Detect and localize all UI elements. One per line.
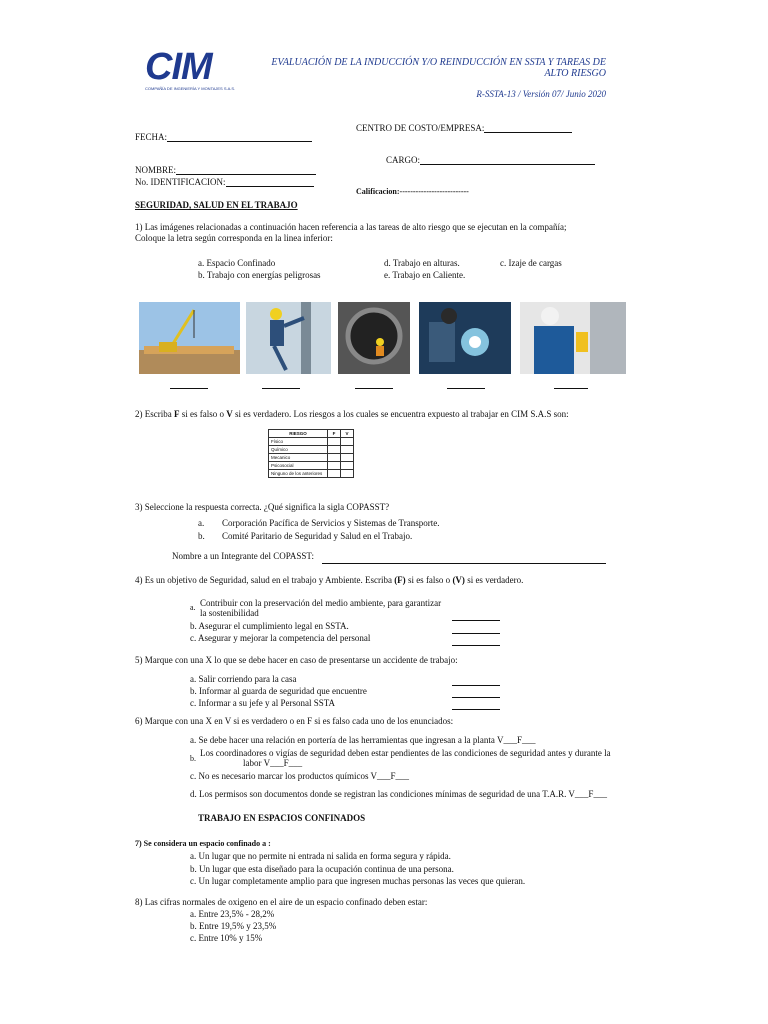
q5-answer-b[interactable]: [452, 697, 500, 698]
q3-option-a[interactable]: Corporación Pacífica de Servicios y Sistemas de Transporte.: [222, 518, 440, 528]
fecha-field[interactable]: [135, 131, 312, 142]
hot-work-welding-image: [419, 302, 511, 374]
q4-text: 4) Es un objetivo de Seguridad, salud en el trabajo y Ambiente. Escriba (F) si es falso o (V) si es verdadero.: [135, 575, 524, 585]
answer-blank-3[interactable]: [355, 388, 393, 389]
q1-option-b: b. Trabajo con energías peligrosas: [198, 270, 321, 280]
q4-answer-c[interactable]: [452, 645, 500, 646]
identificacion-label: No. IDENTIFICACION:: [135, 177, 226, 187]
q8-option-b[interactable]: b. Entre 19,5% y 23,5%: [190, 921, 277, 931]
q4-option-a-line2: la sostenibilidad: [200, 608, 259, 618]
fecha-label: FECHA:: [135, 132, 168, 142]
q6-text: 6) Marque con una X en V si es verdadero o en F si es falso cada uno de los enunciados:: [135, 716, 454, 726]
table-row: Químico: [269, 446, 354, 454]
true-header: V: [341, 430, 354, 438]
identificacion-field[interactable]: [135, 176, 314, 187]
table-row: Ninguno de los anteriores: [269, 470, 354, 478]
copasst-member-input[interactable]: [322, 563, 606, 564]
q7-option-b[interactable]: b. Un lugar que esta diseñado para la ocupación continua de una persona.: [190, 864, 454, 874]
document-code: R-SSTA-13 / Versión 07/ Junio 2020: [476, 89, 606, 99]
q4-option-c: c. Asegurar y mejorar la competencia del personal: [190, 633, 371, 643]
q7-option-c[interactable]: c. Un lugar completamente amplio para que ingresen muchas personas las veces que quieran.: [190, 876, 526, 886]
q6-statement-b-line1: Los coordinadores o vigías de seguridad deben estar pendientes de las condiciones de seguridad antes y durante la: [200, 748, 611, 758]
q5-answer-c[interactable]: [452, 709, 500, 710]
q3-letter-a: a.: [198, 518, 205, 528]
answer-blank-5[interactable]: [554, 388, 588, 389]
q3-text: 3) Seleccione la respuesta correcta. ¿Qué significa la sigla COPASST?: [135, 502, 390, 512]
document-title-line2: ALTO RIESGO: [544, 68, 606, 79]
nombre-label: NOMBRE:: [135, 165, 177, 175]
table-row: Mecanico: [269, 454, 354, 462]
logo-subtitle: COMPAÑÍA DE INGENIERÍA Y MONTAJES S.A.S.: [145, 86, 236, 91]
section-heading-confined: TRABAJO EN ESPACIOS CONFINADOS: [198, 813, 366, 823]
section-heading-sst: SEGURIDAD, SALUD EN EL TRABAJO: [135, 200, 298, 210]
q1-text-line2: Coloque la letra según corresponda en la linea inferior:: [135, 233, 333, 243]
q6-statement-b-line2[interactable]: labor V___F___: [243, 758, 303, 768]
cargo-field[interactable]: [386, 154, 595, 165]
q6-statement-d[interactable]: d. Los permisos son documentos donde se registran las condiciones mínimas de seguridad de una T.A.R. V___F___: [190, 789, 607, 799]
cargo-label: CARGO:: [386, 155, 421, 165]
q3-letter-b: b.: [198, 531, 205, 541]
q8-option-c[interactable]: c. Entre 10% y 15%: [190, 933, 263, 943]
q1-option-e: e. Trabajo en Caliente.: [384, 270, 466, 280]
q5-option-a: a. Salir corriendo para la casa: [190, 674, 297, 684]
risk-header: RIESGO: [269, 430, 328, 438]
copasst-member-label: Nombre a un Integrante del COPASST:: [172, 551, 314, 561]
nombre-field[interactable]: [135, 164, 316, 175]
table-row: Psicosocial: [269, 462, 354, 470]
table-row: Físico: [269, 438, 354, 446]
q5-option-c: c. Informar a su jefe y al Personal SSTA: [190, 698, 335, 708]
q6-statement-c[interactable]: c. No es necesario marcar los productos químicos V___F___: [190, 771, 410, 781]
false-header: F: [328, 430, 341, 438]
document-title-line1: EVALUACIÓN DE LA INDUCCIÓN Y/O REINDUCCIÓN EN SSTA Y TAREAS DE: [271, 57, 606, 68]
answer-blank-1[interactable]: [170, 388, 208, 389]
work-at-height-image: [246, 302, 331, 374]
logo-text: CIM: [145, 46, 212, 88]
centro-costo-field[interactable]: [356, 122, 572, 133]
centro-costo-label: CENTRO DE COSTO/EMPRESA:: [356, 123, 485, 133]
q2-text: 2) Escriba F si es falso o V si es verdadero. Los riesgos a los cuales se encuentra expuesto al trabajar en CIM S.A.S son:: [135, 409, 569, 419]
q8-option-a[interactable]: a. Entre 23,5% - 28,2%: [190, 909, 275, 919]
company-logo: [145, 48, 245, 94]
q1-option-a: a. Espacio Confinado: [198, 258, 276, 268]
q1-option-c: c. Izaje de cargas: [500, 258, 562, 268]
q7-text: 7) Se considera un espacio confinado a :: [135, 839, 271, 848]
risk-table: [268, 429, 354, 478]
q5-answer-a[interactable]: [452, 685, 500, 686]
q3-option-b[interactable]: Comité Paritario de Seguridad y Salud en el Trabajo.: [222, 531, 413, 541]
confined-space-image: [338, 302, 410, 374]
q4-option-a-line1: Contribuir con la preservación del medio ambiente, para garantizar: [200, 598, 442, 608]
calificacion-label: Calificacion:--------------------------: [356, 187, 469, 196]
q4-answer-a[interactable]: [452, 620, 500, 621]
q5-text: 5) Marque con una X lo que se debe hacer en caso de presentarse un accidente de trabajo:: [135, 655, 458, 665]
answer-blank-4[interactable]: [447, 388, 485, 389]
crane-lifting-image: [139, 302, 240, 374]
q6-statement-a[interactable]: a. Se debe hacer una relación en portería de las herramientas que ingresan a la planta V___F___: [190, 735, 536, 745]
q8-text: 8) Las cifras normales de oxigeno en el aire de un espacio confinado deben estar:: [135, 897, 428, 907]
q5-option-b: b. Informar al guarda de seguridad que encuentre: [190, 686, 367, 696]
q1-text-line1: 1) Las imágenes relacionadas a continuación hacen referencia a las tareas de alto riesgo que se ejecutan en la compañía;: [135, 222, 567, 232]
q7-option-a[interactable]: a. Un lugar que no permite ni entrada ni salida en forma segura y rápida.: [190, 851, 451, 861]
q1-option-d: d. Trabajo en alturas.: [384, 258, 460, 268]
q4-answer-b[interactable]: [452, 633, 500, 634]
q4-option-b: b. Asegurar el cumplimiento legal en SSTA.: [190, 621, 349, 631]
q6-letter-b: b.: [190, 754, 196, 763]
hazardous-energy-image: [520, 302, 626, 374]
answer-blank-2[interactable]: [262, 388, 300, 389]
q4-letter-a: a.: [190, 603, 196, 612]
